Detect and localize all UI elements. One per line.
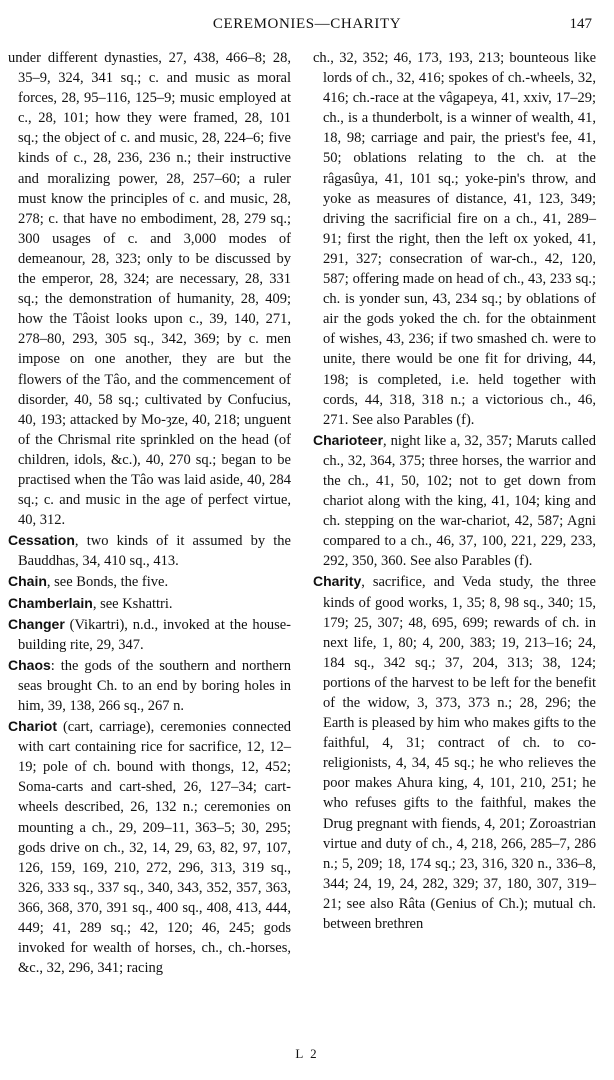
entry-headword: Chamberlain [8, 594, 93, 611]
index-entry [8, 530, 291, 571]
entry-headword: Changer [8, 615, 65, 632]
entry-headword: Chaos [8, 656, 51, 673]
index-entry [8, 571, 291, 592]
index-entry [313, 430, 596, 572]
entry-text: ch., 32, 352; 46, 173, 193, 213; bounteous like lords of ch., 32, 416; spokes of ch.-wheels, 32, 416; ch.-race at the vâgapeya, 41, xxiv, 17–29; ch., is a thunderbolt, is a winner of wealth, 41, 18, 98; carriage and pair, the priest's fee, 41, 50; oblations relating to the ch. at the râgasûya, 41, 101 sq.; yoke-pin's throw, and yoke as measures of distance, 41, 123, 349; driving the sacrificial fire on a ch., 41, 289–91; first the right, then the left ox yoked, 41, 291, 327; consecration of war-ch., 42, 120, 587; offering made on head of ch., 43, 233 sq.; ch. is yonder sun, 43, 234 sq.; by oblations of air the gods yoked the ch. for the obtainment of wishes, 43, 236; if two smashed ch. were to unite, there would be one fit for driving, 44, 198; is completed, i.e. held together with cords, 44, 318, 318 n.; a victorious ch., 46, 271. See also Parables (f). [313, 50, 596, 428]
index-entry [8, 593, 291, 614]
entry-headword: Charioteer [313, 431, 384, 448]
entry-text: , night like a, 32, 357; Maruts called ch., 32, 364, 375; three horses, the warrior and the ch., 41, 50, 102; not to get down from chariot along with the king, 41, 104; king and ch. stepping on the war-chariot, 42, 587; Agni compared to a ch., 46, 37, 100, 221, 229, 233, 292, 350, 360. See also Parables (f). [323, 432, 596, 570]
entry-text: : the gods of the southern and northern seas brought Ch. to an end by boring holes in him, 39, 138, 266 sq., 267 n. [18, 657, 291, 714]
entry-text: , see Kshattri. [92, 595, 173, 612]
entry-text: , sacrifice, and Veda study, the three kinds of good works, 1, 35; 8, 98 sq., 340; 15, 179; 25, 307; 48, 695, 699; rewards of ch. in next life, 1, 80; 4, 200, 383; 19, 213–16; 24, 184 sq., 342 sq.; 37, 204, 313; 38, 124; portions of the harvest to be left for the benefit of the widow, 3, 373, 373 n.; 28, 296; the Earth is pleased by him who makes gifts to the faithful, 4, 31; contract of ch. to co-religionists, 4, 34, 45 sq.; he who relieves the poor makes Ahura king, 4, 101, 210, 251; he who refuses gifts to the faithful, makes the Drug pregnant with fiends, 4, 201; Zoroastrian virtue and duty of ch., 4, 218, 266, 285–7, 286 n.; 5, 209; 18, 174 sq.; 23, 316, 320 n., 336–8, 344; 24, 19, 24, 282, 329; 37, 180, 307, 319–21; see also Râta (Genius of Ch.); mutual ch. between brethren [323, 574, 596, 933]
entry-text: , two kinds of it assumed by the Bauddhas, 34, 410 sq., 413. [18, 533, 291, 570]
page-number: 147 [569, 16, 592, 32]
running-head [0, 16, 614, 40]
index-entry [313, 571, 596, 934]
running-head-title: CEREMONIES—CHARITY [212, 16, 402, 32]
index-column-left [8, 48, 291, 978]
index-entry [8, 48, 291, 530]
entry-headword: Chariot [8, 718, 57, 735]
index-entry [8, 655, 291, 716]
index-entry [313, 48, 596, 430]
entry-text: , see Bonds, the five. [46, 574, 169, 591]
entry-text: under different dynasties, 27, 438, 466–8; 28, 35–9, 324, 341 sq.; c. and music as moral forces, 28, 95–116, 125–9; music employed at c., 28, 101; how they were framed, 28, 101 sq.; the object of c. and music, 28, 224–6; five kinds of c., 28, 236, 236 n.; their instructive and moralizing power, 28, 257–60; a ruler must know the principles of c. and music, 28, 278; c. that have no embodiment, 28, 279 sq.; 300 usages of c. and 3,000 modes of demeanour, 28, 323; only to be discussed by the emperor, 28, 324; are necessary, 28, 331 sq.; the demonstration of humanity, 28, 409; how the Tâoist looks upon c., 39, 140, 271, 278–80, 293, 305 sq., 342, 369; by c. men impose on one another, they are but the flowers of the Tâo, and the commencement of disorder, 40, 58 sq.; cultivated by Confucius, 40, 193; attacked by Mo-ȝze, 40, 218; unguent of the Chrismal rite sprinkled on the head (of children, idols, &c.), 40, 270 sq.; began to be practised when the Tâo was laid aside, 40, 284 sq.; c. and music in the age of perfect virtue, 40, 312. [8, 50, 291, 529]
index-column-right [313, 48, 596, 934]
index-entry [8, 614, 291, 655]
entry-headword: Charity [313, 573, 362, 590]
signature-mark: L 2 [295, 1046, 319, 1061]
index-entry [8, 716, 291, 978]
entry-headword: Chain [8, 573, 47, 590]
entry-text: (cart, carriage), ceremonies connected with cart containing rice for sacrifice, 12, 12–19; pole of ch. bound with thongs, 12, 452; Soma-carts and cart-shed, 26, 127–34; cart-wheels described, 26, 132 n.; ceremonies on mounting a ch., 29, 209–11, 363–5; 30, 295; gods drive on ch., 32, 14, 29, 63, 82, 97, 107, 126, 159, 169, 210, 272, 296, 313, 319 sq., 326, 333 sq., 337 sq., 340, 343, 352, 357, 363, 366, 368, 370, 391 sq., 400 sq., 408, 413, 444, 449; 41, 289 sq.; 42, 120; 46, 245; gods invoked for wealth of horses, ch., ch.-horses, &c., 32, 296, 341; racing [18, 719, 291, 977]
entry-text: (Vikartri), n.d., invoked at the house-building rite, 29, 347. [18, 616, 291, 653]
entry-headword: Cessation [8, 532, 75, 549]
